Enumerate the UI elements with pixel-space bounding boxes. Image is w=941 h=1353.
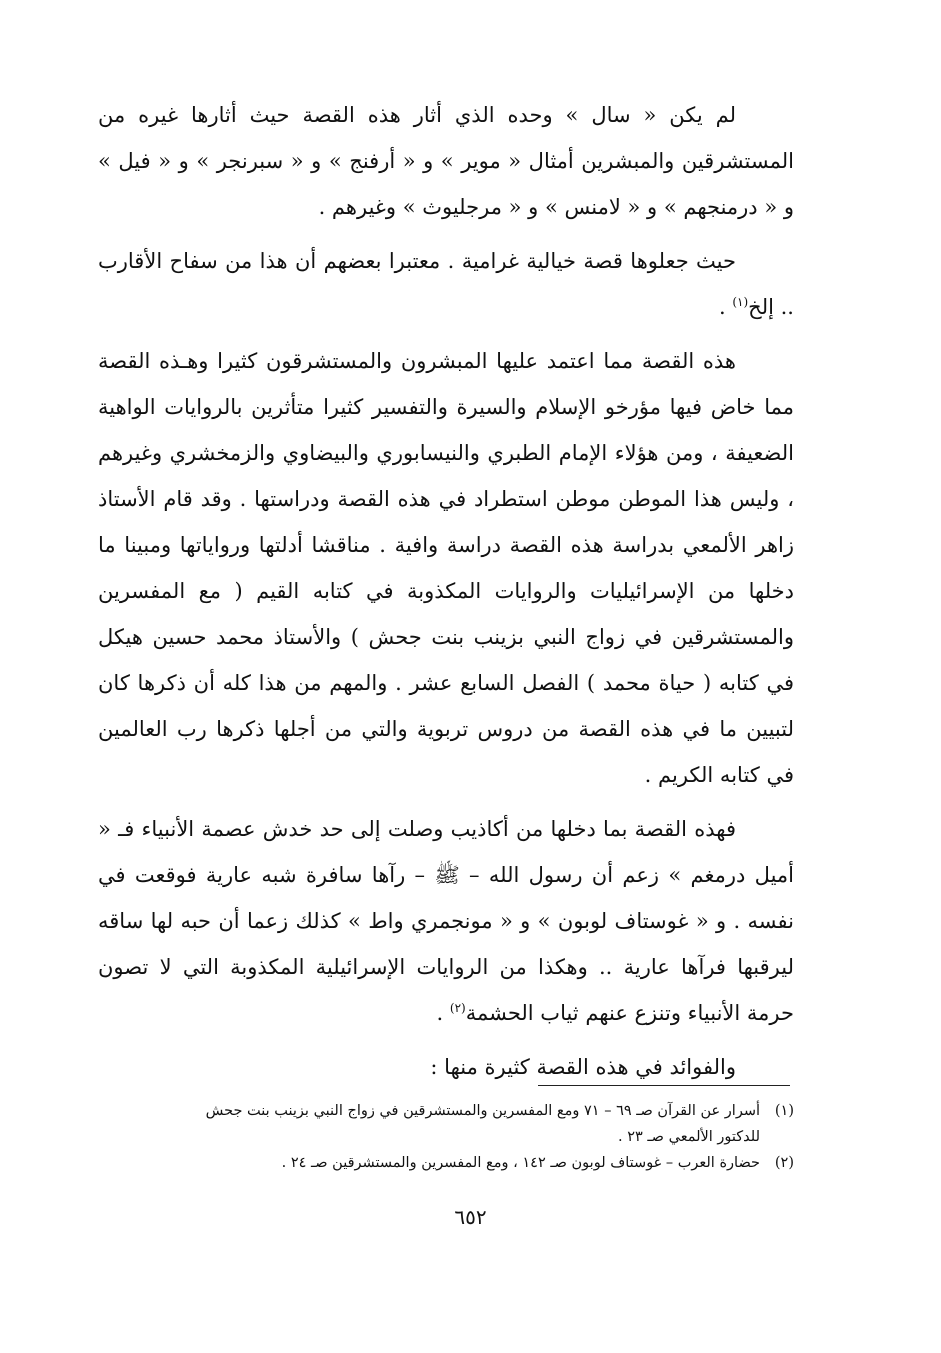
paragraph-2-text: حيث جعلوها قصة خيالية غرامية . معتبرا بعضهم أن هذا من سفاح الأقارب .. إلخ — [98, 249, 794, 319]
paragraph-5: والفوائد في هذه القصة كثيرة منها : — [430, 1055, 736, 1079]
main-text — [98, 92, 794, 1090]
footnotes — [100, 1098, 794, 1176]
footnote-divider — [538, 1085, 790, 1086]
paragraph-2-end: . — [718, 295, 733, 319]
footnote-1 — [100, 1098, 794, 1124]
footnote-2 — [100, 1150, 794, 1176]
footnote-ref-2[interactable]: (٢) — [449, 1001, 466, 1015]
paragraph-4 — [98, 806, 794, 1036]
paragraph-2 — [98, 238, 794, 330]
page-number: ٦٥٢ — [454, 1205, 487, 1229]
footnote-1-text: أسرار عن القرآن صـ ٦٩ – ٧١ ومع المفسرين والمستشرقين في زواج النبي بزينب بنت جحش — [205, 1103, 760, 1119]
paragraph-1: لم يكن « سال » وحده الذي أثار هذه القصة حيث أثارها غيره من المستشرقين والمبشرين أمثال « موير » و « أرفنج » و « سبرنجر » و « فيل » و « درمنجهم » و « لامنس » و « مرجليوث » وغيرهم . — [98, 103, 794, 219]
footnote-ref-1[interactable]: (١) — [732, 295, 749, 309]
footnote-1-number: (١) — [774, 1103, 794, 1119]
footnote-2-text: حضارة العرب – غوستاف لوبون صـ ١٤٢ ، ومع المفسرين والمستشرقين صـ ٢٤ . — [281, 1155, 760, 1171]
footnote-2-number: (٢) — [774, 1155, 794, 1171]
paragraph-3: هذه القصة مما اعتمد عليها المبشرون والمستشرقون كثيرا وهـذه القصة مما خاض فيها مؤرخو الإسلام والسيرة والتفسير كثيرا متأثرين بالروايات الواهية الضعيفة ، ومن هؤلاء الإمام الطبري والنيسابوري والبيضاوي والزمخشري وغيرهم ، وليس هذا الموطن موطن استطراد في هذه القصة ودراستها . وقد قام الأستاذ زاهر الألمعي بدراسة هذه القصة دراسة وافية . مناقشا أدلتها ورواياتها ومبينا ما دخلها من الإسرائيليات والروايات المكذوبة في كتابه القيم ( مع المفسرين والمستشرقين في زواج النبي بزينب بنت جحش ) والأستاذ محمد حسين هيكل في كتابه ( حياة محمد ) الفصل السابع عشر . والمهم من هذا كله أن ذكرها كان لتبيين ما في هذه القصة من دروس تربوية والتي من أجلها ذكرها رب العالمين في كتابه الكريم . — [98, 349, 794, 787]
footnote-1-continuation: للدكتور الألمعي صـ ٢٣ . — [618, 1129, 760, 1145]
paragraph-4-text: فهذه القصة بما دخلها من أكاذيب وصلت إلى حد خدش عصمة الأنبياء فـ « أميل درمغم » زعم أن رسول الله – ﷺ – رآها سافرة شبه عارية فوقعت في نفسه . و « غوستاف لوبون » و « مونجمري واط » كذلك زعما أن حبه لها ساقه ليرقبها فرآها عارية .. وهكذا من الروايات الإسرائيلية المكذوبة التي لا تصون حرمة الأنبياء وتنزع عنهم ثياب الحشمة — [98, 817, 794, 1025]
paragraph-4-end: . — [436, 1001, 450, 1025]
